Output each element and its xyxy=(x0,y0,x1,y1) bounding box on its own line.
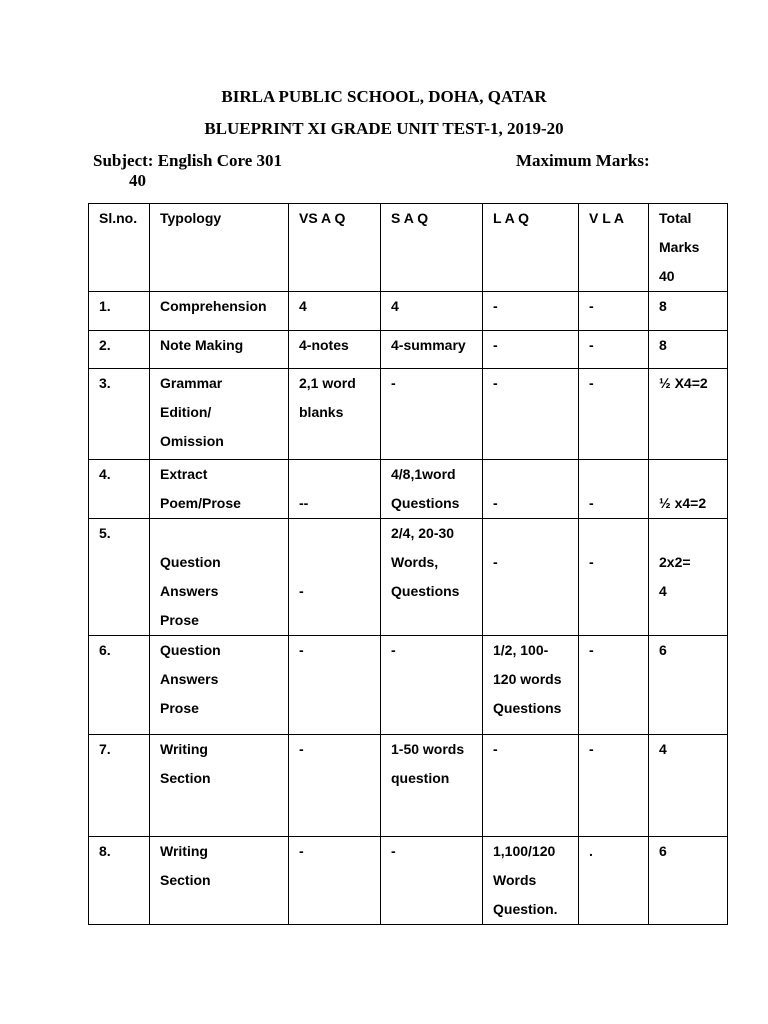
cell-vla xyxy=(579,636,649,735)
cell-typology xyxy=(150,735,289,837)
table-row xyxy=(89,636,728,735)
cell-line: - xyxy=(299,583,304,599)
cell-slno: 7. xyxy=(89,735,150,837)
cell-line: Grammar xyxy=(160,375,223,391)
cell-laq xyxy=(483,369,579,460)
cell-saq xyxy=(381,369,483,460)
cell-line: Answers xyxy=(160,671,219,687)
cell-line: Extract xyxy=(160,466,208,482)
cell-typology xyxy=(150,369,289,460)
blueprint-table xyxy=(88,203,728,925)
cell-line: 4-notes xyxy=(299,337,349,353)
cell-line: Prose xyxy=(160,612,199,628)
cell-vsaq xyxy=(289,331,381,369)
cell-line xyxy=(160,519,282,548)
cell-laq xyxy=(483,735,579,837)
cell-slno: 6. xyxy=(89,636,150,735)
cell-line: Section xyxy=(160,872,211,888)
cell-line: - xyxy=(391,843,396,859)
cell-vla xyxy=(579,331,649,369)
cell-laq xyxy=(483,331,579,369)
cell-line xyxy=(299,460,374,489)
cell-total xyxy=(649,636,728,735)
header-vsaq: VS A Q xyxy=(289,204,381,292)
cell-line: - xyxy=(493,554,498,570)
table-row xyxy=(89,837,728,925)
cell-line: 4-summary xyxy=(391,337,466,353)
cell-line: Poem/Prose xyxy=(160,495,241,511)
cell-line: - xyxy=(299,741,304,757)
cell-vla xyxy=(579,837,649,925)
cell-vla xyxy=(579,369,649,460)
cell-line: - xyxy=(299,642,304,658)
cell-line: Omission xyxy=(160,433,224,449)
cell-line: 2/4, 20-30 xyxy=(391,525,455,541)
cell-line xyxy=(493,460,572,489)
cell-saq xyxy=(381,735,483,837)
cell-line: Writing xyxy=(160,843,208,859)
cell-typology xyxy=(150,331,289,369)
cell-typology xyxy=(150,460,289,519)
cell-typology xyxy=(150,636,289,735)
cell-vla xyxy=(579,735,649,837)
header-total xyxy=(649,204,728,292)
cell-total xyxy=(649,837,728,925)
cell-vla xyxy=(579,519,649,636)
cell-line xyxy=(659,519,721,548)
cell-line: Question xyxy=(160,642,221,658)
header-laq: L A Q xyxy=(483,204,579,292)
cell-line: - xyxy=(589,741,594,757)
cell-line: Question xyxy=(160,554,221,570)
cell-line: 4/8,1word xyxy=(391,466,456,482)
cell-slno: 3. xyxy=(89,369,150,460)
cell-line: 8 xyxy=(659,298,667,314)
cell-vsaq xyxy=(289,636,381,735)
cell-total xyxy=(649,519,728,636)
cell-line: - xyxy=(493,495,498,511)
cell-line: 2,1 word xyxy=(299,375,356,391)
cell-line: blanks xyxy=(299,404,344,420)
cell-line xyxy=(589,460,642,489)
cell-typology xyxy=(150,519,289,636)
cell-total xyxy=(649,369,728,460)
header-total-line: Marks xyxy=(659,239,700,255)
cell-line: Questions xyxy=(391,583,460,599)
cell-line: Question. xyxy=(493,901,558,917)
cell-line: ½ x4=2 xyxy=(659,495,707,511)
cell-line: Questions xyxy=(493,700,562,716)
cell-slno: 5. xyxy=(89,519,150,636)
cell-line: - xyxy=(589,554,594,570)
subject-label: Subject: English Core 301 xyxy=(93,151,283,170)
cell-slno: 4. xyxy=(89,460,150,519)
cell-line xyxy=(659,460,721,489)
cell-line: 1-50 words xyxy=(391,741,465,757)
cell-laq xyxy=(483,837,579,925)
cell-line: ½ X4=2 xyxy=(659,375,708,391)
cell-line: Questions xyxy=(391,495,460,511)
table-body xyxy=(89,204,728,925)
cell-line: 4 xyxy=(299,298,307,314)
cell-line: 6 xyxy=(659,843,667,859)
cell-line xyxy=(589,519,642,548)
cell-total xyxy=(649,735,728,837)
cell-total xyxy=(649,331,728,369)
table-row xyxy=(89,519,728,636)
cell-slno: 2. xyxy=(89,331,150,369)
cell-line: - xyxy=(493,741,498,757)
cell-line: - xyxy=(493,375,498,391)
cell-line: Edition/ xyxy=(160,404,212,420)
cell-total xyxy=(649,292,728,331)
table-row xyxy=(89,369,728,460)
header-saq: S A Q xyxy=(381,204,483,292)
cell-slno: 1. xyxy=(89,292,150,331)
cell-saq xyxy=(381,460,483,519)
cell-line: . xyxy=(589,843,593,859)
school-name: BIRLA PUBLIC SCHOOL, DOHA, QATAR xyxy=(221,87,547,106)
cell-vsaq xyxy=(289,519,381,636)
cell-line: 1,100/120 xyxy=(493,843,556,859)
cell-line: 4 xyxy=(391,298,399,314)
cell-laq xyxy=(483,292,579,331)
table-row xyxy=(89,292,728,331)
cell-line: - xyxy=(589,642,594,658)
table-row xyxy=(89,460,728,519)
cell-line: 8 xyxy=(659,337,667,353)
table-row xyxy=(89,331,728,369)
cell-total xyxy=(649,460,728,519)
cell-line: 1/2, 100- xyxy=(493,642,549,658)
cell-typology xyxy=(150,837,289,925)
cell-line: Answers xyxy=(160,583,219,599)
cell-laq xyxy=(483,519,579,636)
cell-saq xyxy=(381,331,483,369)
table-header-row xyxy=(89,204,728,292)
header-vla: V L A xyxy=(579,204,649,292)
cell-line: Section xyxy=(160,770,211,786)
cell-line xyxy=(299,519,374,548)
cell-line: - xyxy=(589,495,594,511)
cell-laq xyxy=(483,460,579,519)
table-row xyxy=(89,735,728,837)
cell-typology xyxy=(150,292,289,331)
cell-line: - xyxy=(493,337,498,353)
cell-line xyxy=(493,519,572,548)
cell-line: Prose xyxy=(160,700,199,716)
blueprint-title: BLUEPRINT XI GRADE UNIT TEST-1, 2019-20 xyxy=(204,119,564,138)
header-typology: Typology xyxy=(150,204,289,292)
cell-line: 6 xyxy=(659,642,667,658)
cell-line: 4 xyxy=(659,741,667,757)
cell-line: - xyxy=(391,375,396,391)
cell-line: - xyxy=(589,298,594,314)
cell-vsaq xyxy=(289,292,381,331)
cell-line: - xyxy=(589,375,594,391)
max-marks-label: Maximum Marks: xyxy=(516,151,650,170)
cell-vsaq xyxy=(289,460,381,519)
cell-line: Writing xyxy=(160,741,208,757)
cell-line: 4 xyxy=(659,583,667,599)
cell-saq xyxy=(381,636,483,735)
cell-laq xyxy=(483,636,579,735)
cell-saq xyxy=(381,292,483,331)
cell-saq xyxy=(381,837,483,925)
cell-line: Comprehension xyxy=(160,298,267,314)
cell-line: - xyxy=(589,337,594,353)
header-slno: Sl.no. xyxy=(89,204,150,292)
cell-vla xyxy=(579,292,649,331)
max-marks-value: 40 xyxy=(129,171,146,190)
cell-vsaq xyxy=(289,735,381,837)
cell-vsaq xyxy=(289,369,381,460)
header-total-line: 40 xyxy=(659,268,675,284)
cell-slno: 8. xyxy=(89,837,150,925)
cell-line: question xyxy=(391,770,450,786)
cell-line: - xyxy=(391,642,396,658)
cell-vsaq xyxy=(289,837,381,925)
cell-line: 120 words xyxy=(493,671,562,687)
cell-saq xyxy=(381,519,483,636)
cell-vla xyxy=(579,460,649,519)
cell-line xyxy=(299,548,374,577)
cell-line: 2x2= xyxy=(659,554,691,570)
cell-line: - xyxy=(299,843,304,859)
cell-line: -- xyxy=(299,495,309,511)
cell-line: Note Making xyxy=(160,337,244,353)
cell-line: Words xyxy=(493,872,537,888)
cell-line: - xyxy=(493,298,498,314)
header-total-line: Total xyxy=(659,210,692,226)
cell-line: Words, xyxy=(391,554,439,570)
